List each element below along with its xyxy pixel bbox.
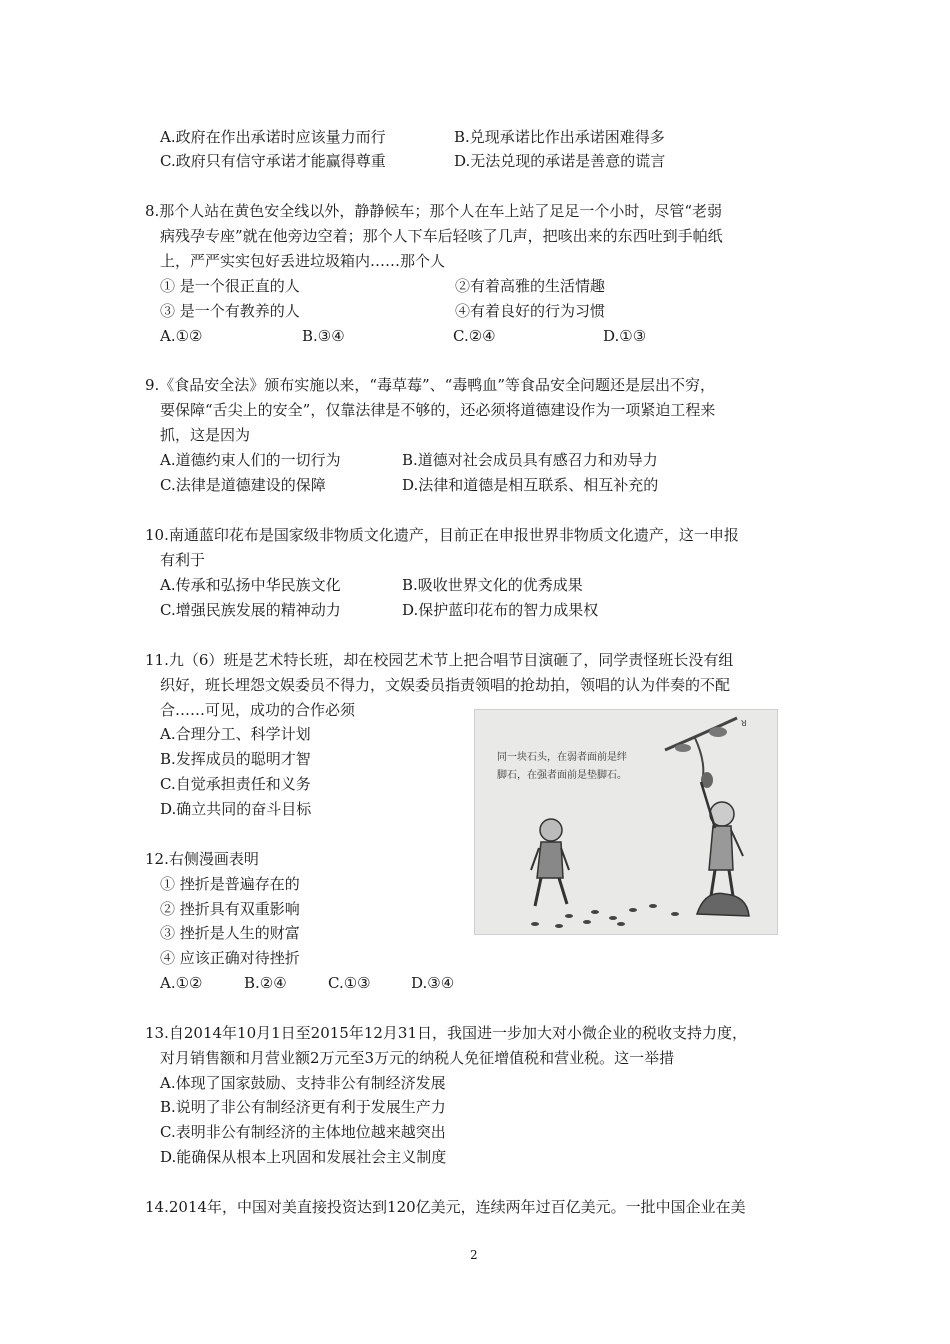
q13-stem-line-1: 13.自2014年10月1日至2015年12月31日，我国进一步加大对小微企业的税收支持力度， (145, 1024, 748, 1042)
q11-option-c: C.自觉承担责任和义务 (160, 775, 311, 793)
page-number: 2 (470, 1248, 478, 1262)
q11-stem-line-2: 织好，班长埋怨文娱委员不得力，文娱委员指责领唱的抢劫拍，领唱的认为伴奏的不配 (160, 676, 731, 694)
q8-stem-line-3: 上，严严实实包好丢进垃圾箱内……那个人 (160, 252, 446, 270)
q11-stem-line-1: 11.九（6）班是艺术特长班，却在校园艺术节上把合唱节目演砸了，同学责怪班长没有组 (145, 651, 734, 669)
q9-option-c: C.法律是道德建设的保障 (160, 476, 326, 494)
cartoon-image (474, 709, 778, 935)
q10-stem-line-2: 有利于 (160, 551, 206, 569)
q12-item-4: ④ 应该正确对待挫折 (160, 949, 300, 967)
q9-stem-line-1: 9.《食品安全法》颁布实施以来，“毒草莓”、“毒鸭血”等食品安全问题还是层出不穷， (145, 376, 715, 394)
q13-option-c: C.表明非公有制经济的主体地位越来越突出 (160, 1123, 446, 1141)
q7-option-a: A.政府在作出承诺时应该量力而行 (160, 128, 386, 146)
q13-stem-line-2: 对月销售额和月营业额2万元至3万元的纳税人免征增值税和营业税。这一举措 (160, 1049, 675, 1067)
q9-stem-line-3: 抓，这是因为 (160, 426, 251, 444)
q8-item-2: ②有着高雅的生活情趣 (455, 277, 606, 295)
q11-stem-line-3: 合……可见，成功的合作必须 (160, 701, 356, 719)
q10-option-a: A.传承和弘扬中华民族文化 (160, 576, 341, 594)
q11-option-a: A.合理分工、科学计划 (160, 725, 311, 743)
q12-item-2: ② 挫折具有双重影响 (160, 900, 300, 918)
q7-option-c: C.政府只有信守承诺才能赢得尊重 (160, 152, 386, 170)
q9-option-d: D.法律和道德是相互联系、相互补充的 (402, 476, 659, 494)
q10-option-c: C.增强民族发展的精神动力 (160, 601, 341, 619)
q8-item-3: ③ 是一个有教养的人 (160, 302, 300, 320)
q9-option-a: A.道德约束人们的一切行为 (160, 451, 341, 469)
q8-option-a: A.①② (160, 327, 203, 345)
q8-stem-line-1: 8.那个人站在黄色安全线以外，静静候车；那个人在车上站了足足一个小时，尽管“老弱 (145, 202, 722, 220)
cartoon-caption-line-1: 同一块石头，在弱者面前是绊 (497, 752, 627, 763)
q8-item-4: ④有着良好的行为习惯 (455, 302, 606, 320)
q7-option-d: D.无法兑现的承诺是善意的谎言 (454, 152, 666, 170)
q12-item-1: ① 挫折是普遍存在的 (160, 875, 300, 893)
q9-option-b: B.道德对社会成员具有感召力和劝导力 (402, 451, 658, 469)
q10-option-b: B.吸收世界文化的优秀成果 (402, 576, 583, 594)
q12-item-3: ③ 挫折是人生的财富 (160, 924, 300, 942)
q13-option-b: B.说明了非公有制经济更有利于发展生产力 (160, 1098, 446, 1116)
q8-option-d: D.①③ (603, 327, 647, 345)
q12-option-c: C.①③ (328, 974, 371, 992)
q7-option-b: B.兑现承诺比作出承诺困难得多 (454, 128, 665, 146)
q12-option-a: A.①② (160, 974, 203, 992)
q11-option-b: B.发挥成员的聪明才智 (160, 750, 311, 768)
cartoon-drawing (475, 710, 777, 934)
q8-option-c: C.②④ (453, 327, 496, 345)
cartoon-caption-line-2: 脚石，在强者面前是垫脚石。 (497, 770, 627, 781)
q10-option-d: D.保护蓝印花布的智力成果权 (402, 601, 599, 619)
q9-stem-line-2: 要保障“舌尖上的安全”，仅靠法律是不够的，还必须将道德建设作为一项紧迫工程来 (160, 401, 716, 419)
svg-text:ꓤ: ꓤ (741, 719, 747, 728)
q13-option-a: A.体现了国家鼓励、支持非公有制经济发展 (160, 1074, 446, 1092)
q11-option-d: D.确立共同的奋斗目标 (160, 800, 312, 818)
q14-stem-line-1: 14.2014年，中国对美直接投资达到120亿美元，连续两年过百亿美元。一批中国企业在美 (145, 1198, 746, 1216)
q13-option-d: D.能确保从根本上巩固和发展社会主义制度 (160, 1148, 447, 1166)
q12-option-b: B.②④ (244, 974, 287, 992)
q8-stem-line-2: 病残孕专座”就在他旁边空着；那个人下车后轻咳了几声，把咳出来的东西吐到手帕纸 (160, 227, 723, 245)
q12-stem: 12.右侧漫画表明 (145, 850, 259, 868)
q10-stem-line-1: 10.南通蓝印花布是国家级非物质文化遗产，目前正在申报世界非物质文化遗产，这一申报 (145, 526, 739, 544)
q8-option-b: B.③④ (302, 327, 345, 345)
q8-item-1: ① 是一个很正直的人 (160, 277, 300, 295)
q12-option-d: D.③④ (411, 974, 455, 992)
